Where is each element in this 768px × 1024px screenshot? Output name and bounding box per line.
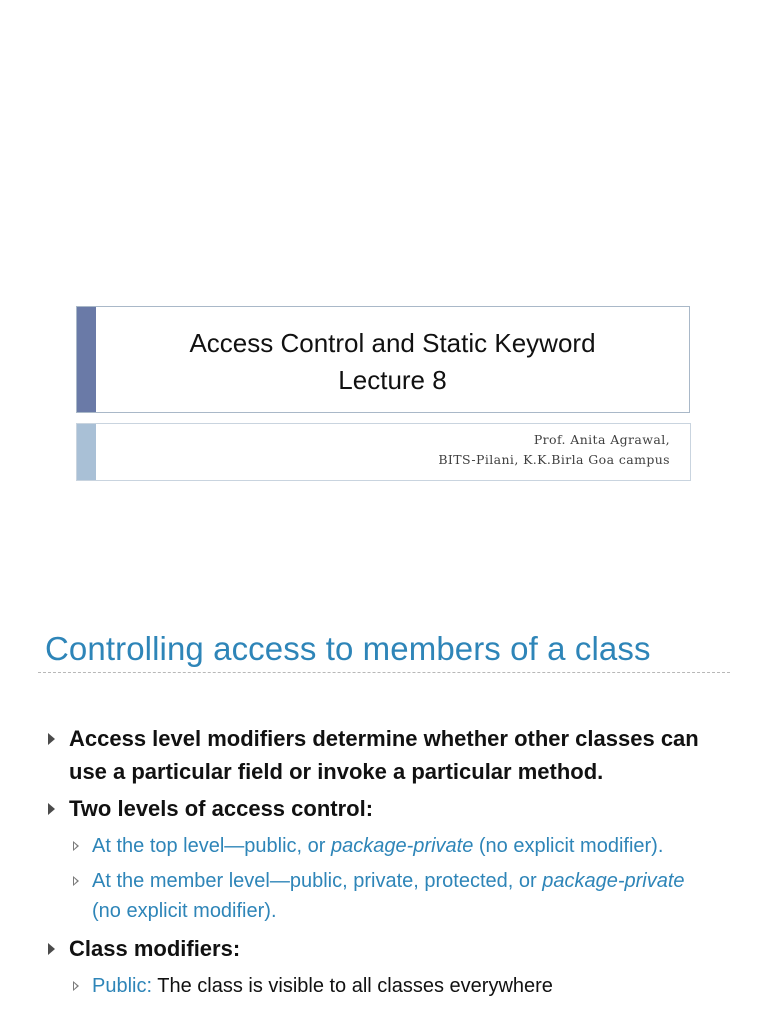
bullet-arrow-icon [48,733,55,745]
title-line-2: Lecture 8 [338,365,447,395]
title-line-1: Access Control and Static Keyword [189,328,596,358]
sub-bullet-arrow-icon [73,841,79,851]
sub-bullet-text-end: (no explicit modifier). [92,900,277,922]
subtitle-box [76,423,691,481]
title-box [76,306,690,413]
bullet-item [0,792,709,825]
author-name: Prof. Anita Agrawal, [533,432,670,447]
bullet-text: Class modifiers: [69,936,241,961]
sub-bullet-label: Public: [92,975,153,997]
sub-bullet-text: The class is visible to all classes everywhere [152,975,553,997]
sub-bullet-item [0,866,692,926]
bullet-arrow-icon [48,943,55,955]
title-divider [38,672,730,673]
sub-bullet-item [0,971,692,1001]
slide-title [96,325,689,399]
bullet-text: Access level modifiers determine whether other classes can use a particular field or invoke a particular method. [69,726,699,784]
sub-bullet-arrow-icon [73,981,79,991]
bullet-text: Two levels of access control: [69,796,374,821]
author-info [438,430,670,470]
subtitle-accent-bar [77,424,96,480]
bullet-list [0,722,768,1001]
content-slide-title: Controlling access to members of a class [45,630,651,667]
sub-bullet-text-end: (no explicit modifier). [473,835,664,857]
bullet-item [0,722,709,788]
title-accent-bar [77,307,96,412]
bullet-item [0,932,709,965]
sub-bullet-item [0,831,692,861]
bullet-arrow-icon [48,803,55,815]
sub-bullet-text: At the top level—public, or [92,835,332,857]
sub-bullet-italic: package-private [542,870,685,892]
sub-bullet-text: At the member level—public, private, protected, or [92,870,543,892]
sub-bullet-arrow-icon [73,876,79,886]
author-affiliation: BITS-Pilani, K.K.Birla Goa campus [438,452,670,467]
sub-bullet-italic: package-private [331,835,474,857]
